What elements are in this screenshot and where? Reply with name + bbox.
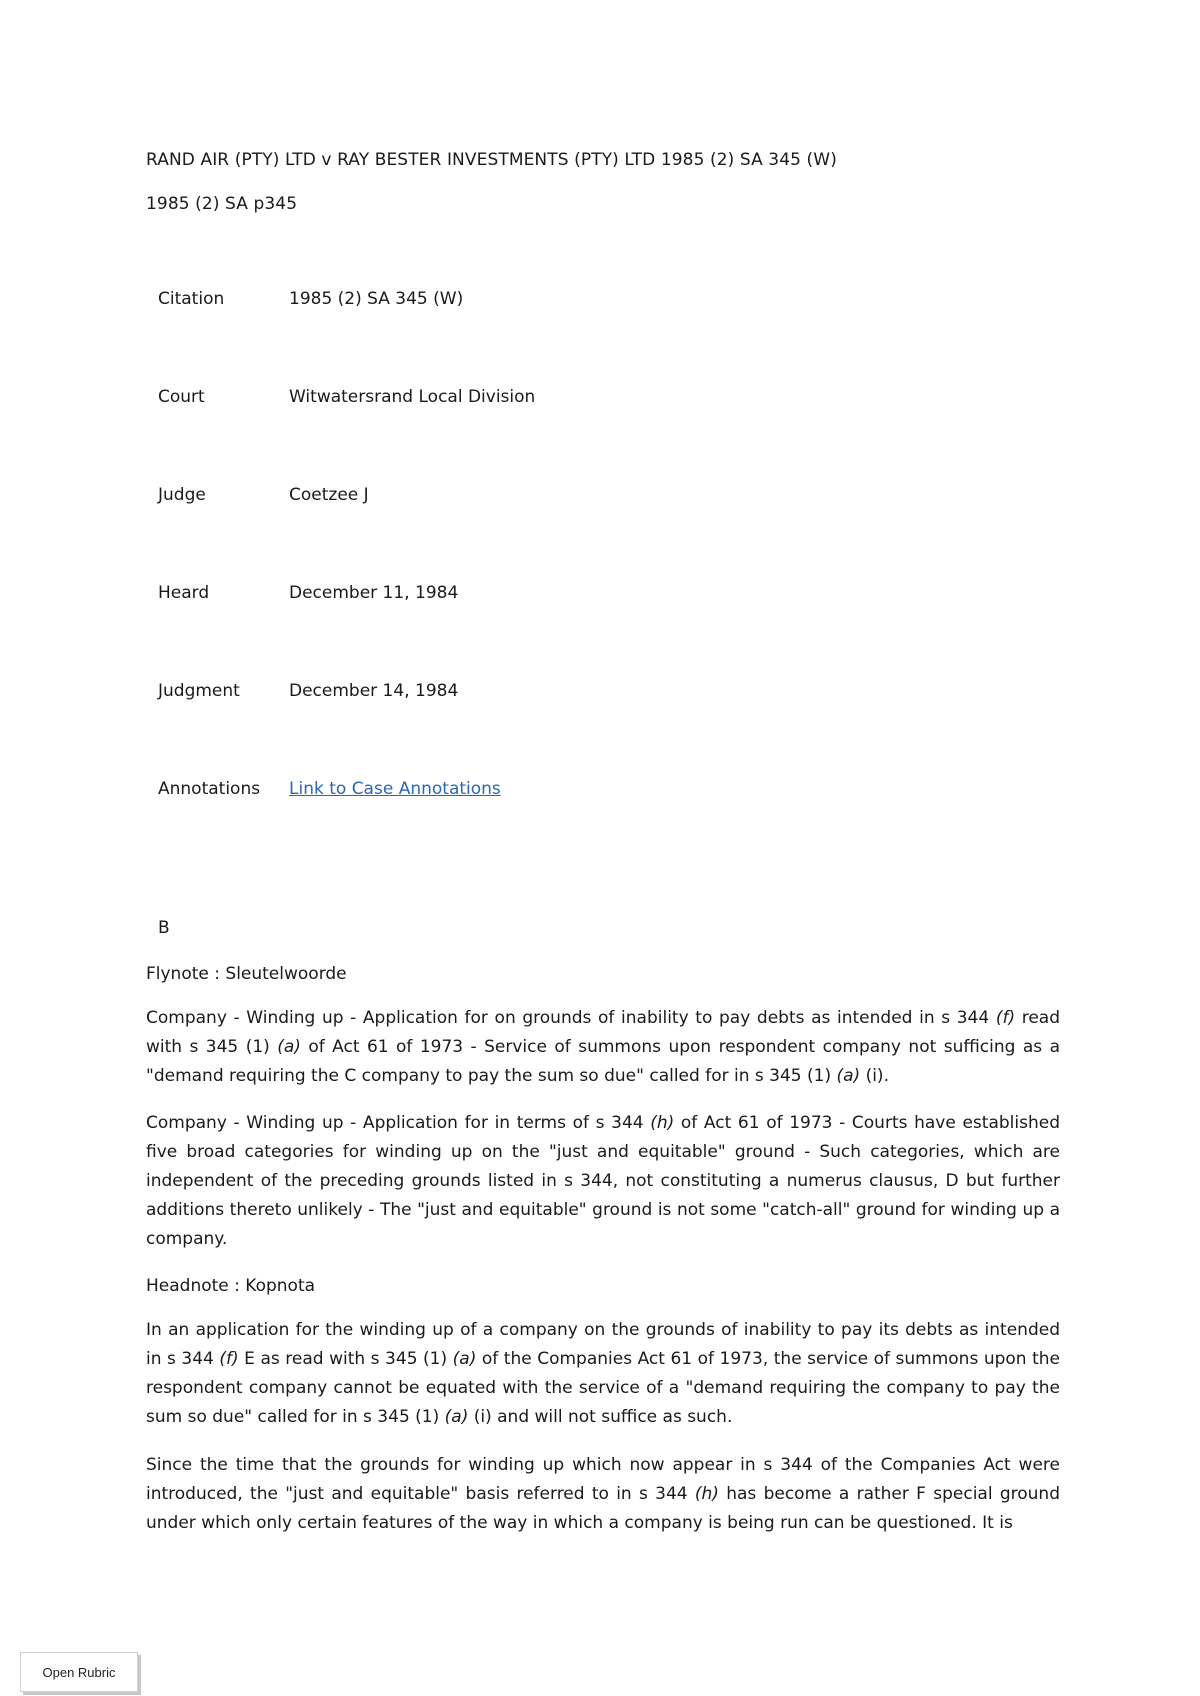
flynote-heading (146, 960, 1060, 989)
meta-value: 1985 (2) SA 345 (W) (289, 289, 464, 309)
meta-row-annotations (158, 779, 958, 803)
meta-row-court (158, 387, 958, 411)
flynote-paragraph: Company - Winding up - Application for on grounds of inability to pay debts as intended in s 344 (f) read with s 345 (1) (a) of Act 61 of 1973 - Service of summons upon respondent company not sufficing as a "demand requiring the C company to pay the sum so due" called for in s 345 (1) (a) (i). (146, 1008, 1061, 1086)
meta-label: Court (158, 387, 205, 407)
meta-value: Coetzee J (289, 485, 369, 505)
headnote-heading-text: Headnote : Kopnota (146, 1276, 316, 1296)
meta-label: Annotations (158, 779, 261, 799)
meta-label: Judgment (158, 681, 240, 701)
flynote-heading-text: Flynote : Sleutelwoorde (146, 964, 347, 984)
meta-value: Witwatersrand Local Division (289, 387, 536, 407)
case-reference: 1985 (2) SA p345 (146, 194, 298, 214)
headnote-heading (146, 1272, 1060, 1301)
case-title: RAND AIR (PTY) LTD v RAY BESTER INVESTMENTS (PTY) LTD 1985 (2) SA 345 (W) (146, 150, 837, 170)
flynote-paragraph: Company - Winding up - Application for in terms of s 344 (h) of Act 61 of 1973 - Courts have established five broad categories for winding up on the "just and equitable" ground - Such categories, which are independent of the preceding grounds listed in s 344, not constituting a numerus clausus, D but further additions thereto unlikely - The "just and equitable" ground is not some "catch-all" ground for winding up a company. (146, 1113, 1060, 1249)
meta-label: Judge (158, 485, 206, 505)
headnote-paragraph: In an application for the winding up of a company on the grounds of inability to pay its debts as intended in s 344 (f) E as read with s 345 (1) (a) of the Companies Act 61 of 1973, the service of summons upon the respondent company cannot be equated with the service of a "demand requiring the company to pay the sum so due" called for in s 345 (1) (a) (i) and will not suffice as such. (146, 1320, 1061, 1427)
open-rubric-button[interactable]: Open Rubric (20, 1652, 138, 1692)
meta-value: December 14, 1984 (289, 681, 459, 701)
case-annotations-link[interactable]: Link to Case Annotations (289, 779, 501, 799)
meta-row-judge (158, 485, 958, 509)
headnote-paragraph: Since the time that the grounds for winding up which now appear in s 344 of the Companies Act were introduced, the "just and equitable" basis referred to in s 344 (h) has become a rather F special ground under which only certain features of the way in which a company is being run can be questioned. It is (146, 1455, 1060, 1533)
meta-label: Heard (158, 583, 210, 603)
meta-row-heard (158, 583, 958, 607)
meta-row-citation (158, 289, 958, 313)
meta-value: December 11, 1984 (289, 583, 459, 603)
meta-row-judgment (158, 681, 958, 705)
meta-label: Citation (158, 289, 225, 309)
margin-letter: B (158, 918, 170, 938)
